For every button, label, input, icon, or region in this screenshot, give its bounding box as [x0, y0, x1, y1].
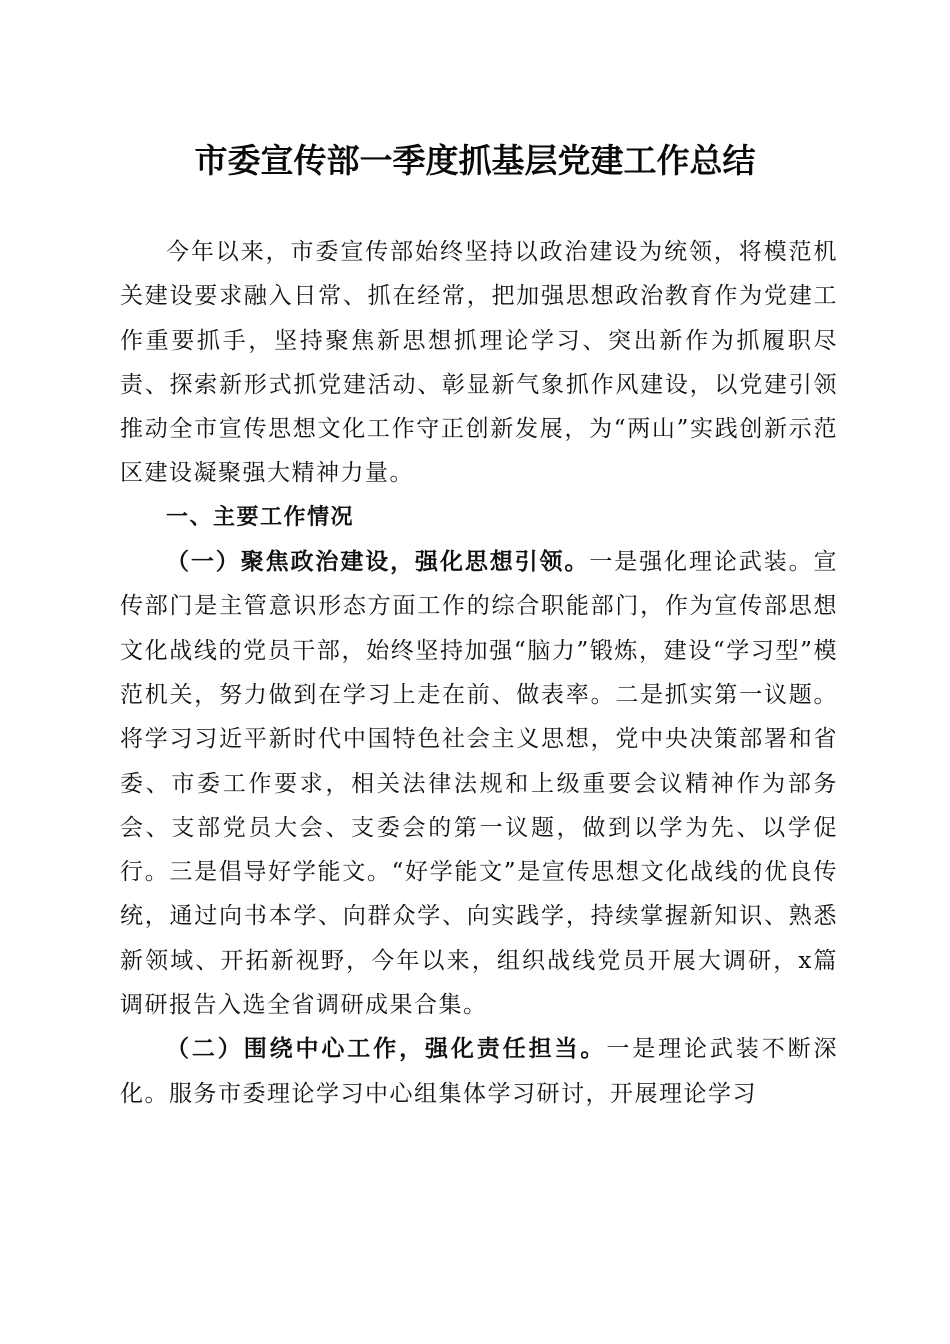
subsection-1-paragraph — [120, 540, 838, 1027]
subsection-2-paragraph — [120, 1027, 838, 1116]
subsection-1-body: 一是强化理论武装。宣传部门是主管意识形态方面工作的综合职能部门，作为宣传部思想文化战线的党员干部，始终坚持加强“脑力”锻炼，建设“学习型”模范机关，努力做到在学习上走在前、做表率。二是抓实第一议题。将学习习近平新时代中国特色社会主义思想，党中央决策部署和省委、市委工作要求，相关法律法规和上级重要会议精神作为部务会、支部党员大会、支委会的第一议题，做到以学为先、以学促行。三是倡导好学能文。“好学能文”是宣传思想文化战线的优良传统，通过向书本学、向群众学、向实践学，持续掌握新知识、熟悉新领域、开拓新视野，今年以来，组织战线党员开展大调研，x篇调研报告入选全省调研成果合集。 — [120, 549, 839, 1019]
subsection-2-lead: （二）围绕中心工作，强化责任担当。 — [166, 1036, 607, 1063]
document-body — [120, 230, 838, 1116]
subsection-1-lead: （一）聚焦政治建设，强化思想引领。 — [166, 549, 590, 576]
subsection-2-body: 一是理论武装不断深化。服务市委理论学习中心组集体学习研讨，开展理论学习 — [120, 1036, 839, 1107]
section-heading: 一、主要工作情况 — [166, 504, 355, 530]
intro-paragraph: 今年以来，市委宣传部始终坚持以政治建设为统领，将模范机关建设要求融入日常、抓在经常，把加强思想政治教育作为党建工作重要抓手，坚持聚焦新思想抓理论学习、突出新作为抓履职尽责、探索新形式抓党建活动、彰显新气象抓作风建设，以党建引领推动全市宣传思想文化工作守正创新发展，为“两山”实践创新示范区建设凝聚强大精神力量。 — [120, 239, 838, 487]
document-title: 市委宣传部一季度抓基层党建工作总结 — [194, 141, 756, 180]
